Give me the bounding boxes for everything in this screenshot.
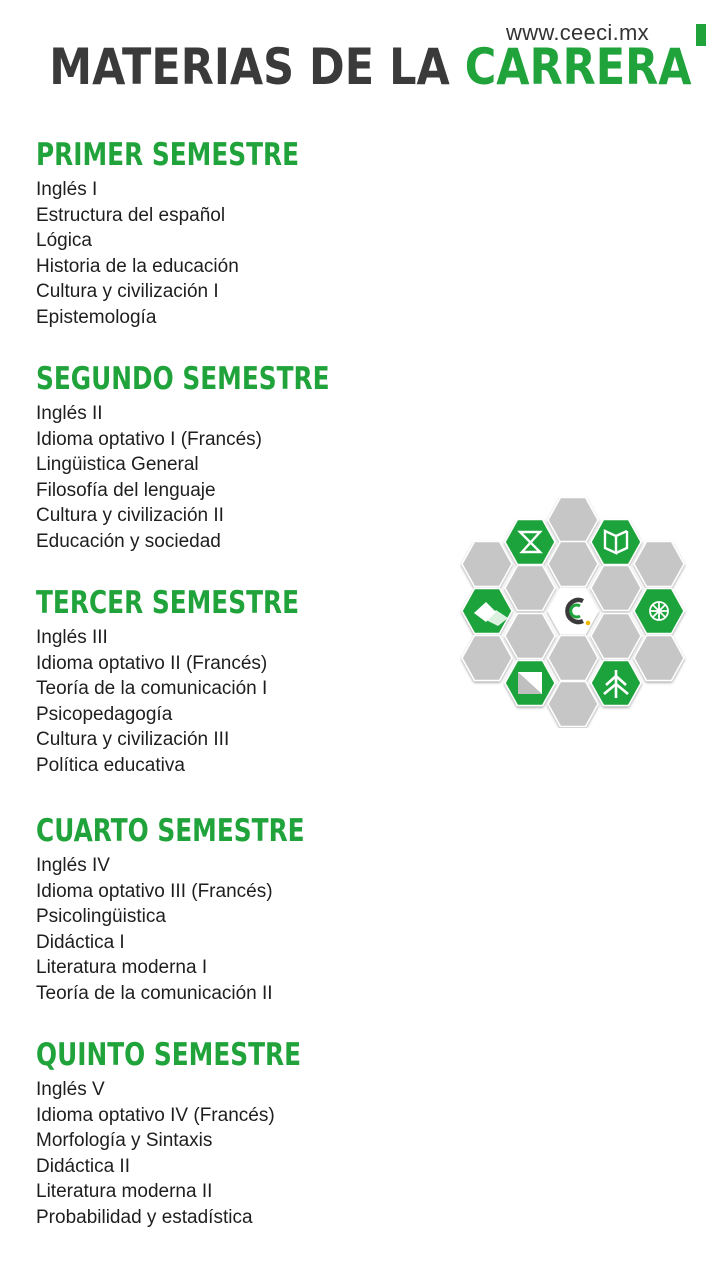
semester-heading: CUARTO SEMESTRE [36,813,305,849]
subject-item: Teoría de la comunicación I [36,678,268,700]
subject-item: Inglés III [36,627,108,648]
semester-heading: PRIMER SEMESTRE [36,137,300,173]
subject-item: Educación y sociedad [36,530,221,552]
ceeci-hexagon-logo [458,494,688,728]
subject-item: Política educativa [36,754,185,776]
envelope-icon [518,672,542,694]
hex-tile [462,636,512,681]
subject-item: Lógica [36,230,92,252]
subject-item: Literatura moderna I [36,957,208,979]
subject-item: Didáctica II [36,1155,130,1177]
subject-item: Idioma optativo II (Francés) [36,652,268,674]
hex-tile [591,614,641,659]
subject-list [36,1077,436,1231]
subject-item: Filosofía del lenguaje [36,479,216,501]
title-part-2: CARRERA [464,38,692,96]
subject-item: Probabilidad y estadística [36,1206,253,1228]
hex-tile [634,542,684,587]
center-hex [548,589,598,634]
subject-item: Cultura y civilización III [36,729,230,751]
hex-tile [462,542,512,587]
subject-list [36,625,436,779]
subject-item: Estructura del español [36,204,226,226]
semester-2 [36,361,436,555]
subject-item: Idioma optativo III (Francés) [36,880,273,902]
semester-heading: SEGUNDO SEMESTRE [36,361,330,397]
semester-4 [36,813,436,1007]
subject-item: Literatura moderna II [36,1181,213,1203]
semester-heading: TERCER SEMESTRE [36,585,300,621]
subject-item: Lingüistica General [36,454,199,476]
subject-list [36,401,436,555]
page-title [49,38,692,96]
subject-item: Inglés V [36,1079,105,1100]
subject-item: Inglés I [36,179,98,200]
semester-3 [36,585,436,779]
subject-item: Teoría de la comunicación II [36,982,273,1004]
title-part-1: MATERIAS DE LA [49,38,465,96]
subject-item: Epistemología [36,306,157,328]
subject-item: Cultura y civilización II [36,505,224,527]
subject-list [36,853,436,1007]
semester-5 [36,1037,436,1231]
subject-item: Cultura y civilización I [36,281,219,303]
subject-item: Idioma optativo I (Francés) [36,428,262,450]
subject-list [36,177,436,331]
subject-item: Psicopedagogía [36,703,173,725]
hex-tile [505,614,555,659]
subject-item: Idioma optativo IV (Francés) [36,1104,275,1126]
semester-heading: QUINTO SEMESTRE [36,1037,302,1073]
star-burst-icon [650,602,668,620]
subject-item: Inglés IV [36,855,110,876]
semester-1 [36,137,436,331]
hex-tile [548,542,598,587]
subject-item: Morfología y Sintaxis [36,1130,213,1152]
hex-tile [548,498,598,543]
accent-bar [696,24,706,46]
hex-tile [591,566,641,611]
subject-item: Didáctica I [36,931,125,953]
hex-tile [548,682,598,727]
hex-tile [548,636,598,681]
subject-item: Inglés II [36,403,103,424]
hex-tile [634,636,684,681]
subject-item: Historia de la educación [36,255,239,277]
hex-tile [505,566,555,611]
subject-item: Psicolingüistica [36,906,166,928]
site-url[interactable]: www.ceeci.mx [506,20,649,45]
